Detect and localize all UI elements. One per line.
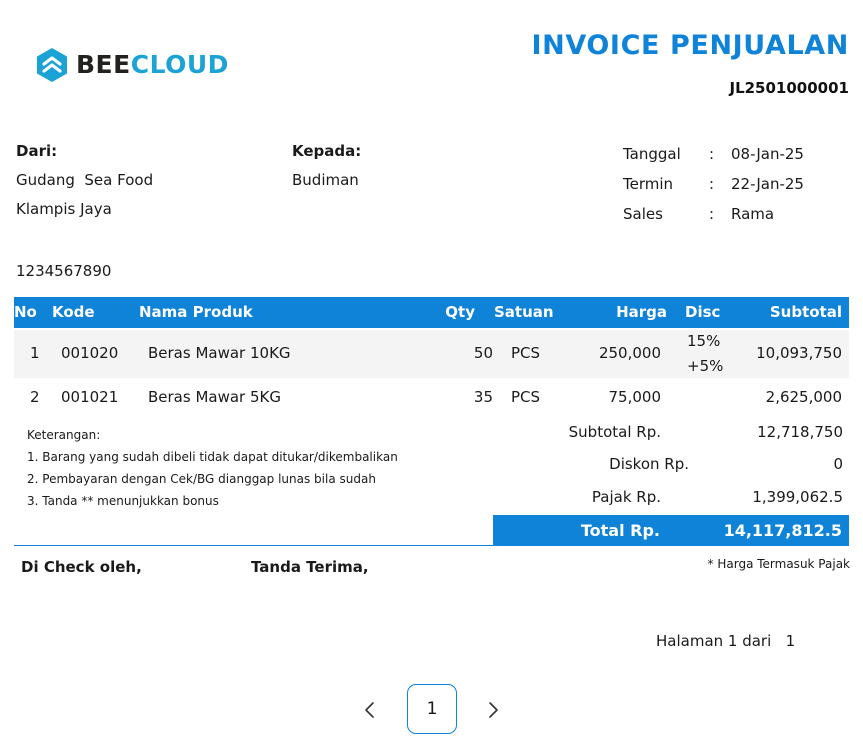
- cell-kode: 001021: [61, 388, 119, 406]
- notes-item: 3. Tanda ** menunjukkan bonus: [27, 494, 219, 508]
- divider: [14, 545, 849, 546]
- cell-satuan: PCS: [511, 388, 541, 406]
- received-by-label: Tanda Terima,: [251, 558, 369, 576]
- meta-date-sep: :: [709, 145, 715, 163]
- cell-qty: 35: [473, 388, 493, 406]
- summary-subtotal-value-box: [661, 423, 843, 443]
- summary-subtotal-label-box: [493, 423, 661, 443]
- cell-kode: 001020: [61, 344, 119, 362]
- cell-satuan: PCS: [511, 344, 541, 362]
- summary-tax-value: 1,399,062.5: [752, 488, 843, 506]
- meta-date-label: Tanggal: [623, 145, 681, 163]
- cell-qty: 50: [473, 344, 493, 362]
- meta-term-label: Termin: [623, 175, 674, 193]
- notes-title: Keterangan:: [27, 428, 101, 442]
- invoice-title: INVOICE PENJUALAN: [531, 30, 849, 61]
- meta-term-value: 22-Jan-25: [731, 175, 804, 193]
- chevron-right-icon: [488, 701, 500, 719]
- cell-harga: 250,000: [598, 344, 661, 362]
- brand-logo: [36, 47, 229, 83]
- cell-subtotal: 10,093,750: [756, 344, 842, 362]
- col-no: No: [14, 303, 37, 321]
- meta-term-sep: :: [709, 175, 715, 193]
- table-row: [14, 380, 849, 416]
- meta-sales-sep: :: [709, 205, 715, 223]
- prev-page-button[interactable]: [357, 684, 381, 734]
- total-value: 14,117,812.5: [723, 521, 842, 540]
- invoice-meta: [623, 139, 804, 229]
- items-table-header: [14, 297, 849, 328]
- current-page-button[interactable]: 1: [407, 684, 457, 734]
- summary-tax-label: Pajak Rp.: [591, 488, 661, 506]
- cell-no: 2: [30, 388, 40, 406]
- table-row: [14, 330, 849, 378]
- cell-disc-1: 15%: [687, 332, 721, 350]
- meta-sales-label: Sales: [623, 205, 663, 223]
- total-label: Total Rp.: [580, 521, 660, 540]
- sender-label: Dari:: [16, 142, 58, 160]
- summary-discount-value-box: [661, 455, 843, 475]
- cell-no: 1: [30, 344, 40, 362]
- tax-included-note: * Harga Termasuk Pajak: [707, 557, 850, 571]
- cell-disc-2: +5%: [687, 357, 724, 375]
- notes-item: 2. Pembayaran dengan Cek/BG dianggap lunas bila sudah: [27, 472, 376, 486]
- meta-row-sales: [623, 199, 804, 229]
- summary-discount-label: Diskon Rp.: [609, 455, 689, 473]
- meta-row-date: [623, 139, 804, 169]
- col-harga: Harga: [616, 303, 667, 321]
- sender-line2: Klampis Jaya: [16, 200, 112, 218]
- chevron-left-icon: [363, 701, 375, 719]
- brand-part2: CLOUD: [130, 50, 229, 79]
- beecloud-logo-icon: [36, 47, 68, 83]
- col-subtotal: Subtotal: [769, 303, 842, 321]
- notes-block: [27, 424, 398, 512]
- meta-row-term: [623, 169, 804, 199]
- summary-tax-label-box: [493, 488, 661, 508]
- col-disc: Disc: [685, 303, 721, 321]
- summary-discount-label-box: [493, 455, 689, 475]
- summary-subtotal-value: 12,718,750: [757, 423, 843, 441]
- meta-date-value: 08-Jan-25: [731, 145, 804, 163]
- checked-by-label: Di Check oleh,: [21, 558, 142, 576]
- sender-line1: Gudang Sea Food: [16, 171, 154, 189]
- notes-item: 1. Barang yang sudah dibeli tidak dapat ditukar/dikembalikan: [27, 450, 398, 464]
- summary-discount-value: 0: [833, 455, 843, 473]
- meta-sales-value: Rama: [731, 205, 775, 223]
- cell-nama: Beras Mawar 10KG: [148, 344, 291, 362]
- col-satuan: Satuan: [494, 303, 554, 321]
- col-kode: Kode: [52, 303, 95, 321]
- recipient-block: [292, 137, 361, 195]
- summary-subtotal-label: Subtotal Rp.: [568, 423, 661, 441]
- next-page-button[interactable]: [482, 684, 506, 734]
- sender-block: [16, 137, 153, 224]
- brand-wordmark: [76, 47, 229, 83]
- invoice-number: JL2501000001: [729, 79, 849, 97]
- total-bar: [493, 515, 849, 546]
- recipient-label: Kepada:: [292, 142, 362, 160]
- recipient-name: Budiman: [292, 171, 359, 189]
- col-qty: Qty: [445, 303, 475, 321]
- brand-part1: BEE: [76, 50, 131, 79]
- page-info: Halaman 1 dari 1: [656, 632, 796, 650]
- cell-harga: 75,000: [608, 388, 661, 406]
- col-nama: Nama Produk: [139, 303, 253, 321]
- summary-tax-value-box: [661, 488, 843, 508]
- sender-phone: 1234567890: [16, 262, 112, 280]
- cell-nama: Beras Mawar 5KG: [148, 388, 281, 406]
- cell-subtotal: 2,625,000: [765, 388, 842, 406]
